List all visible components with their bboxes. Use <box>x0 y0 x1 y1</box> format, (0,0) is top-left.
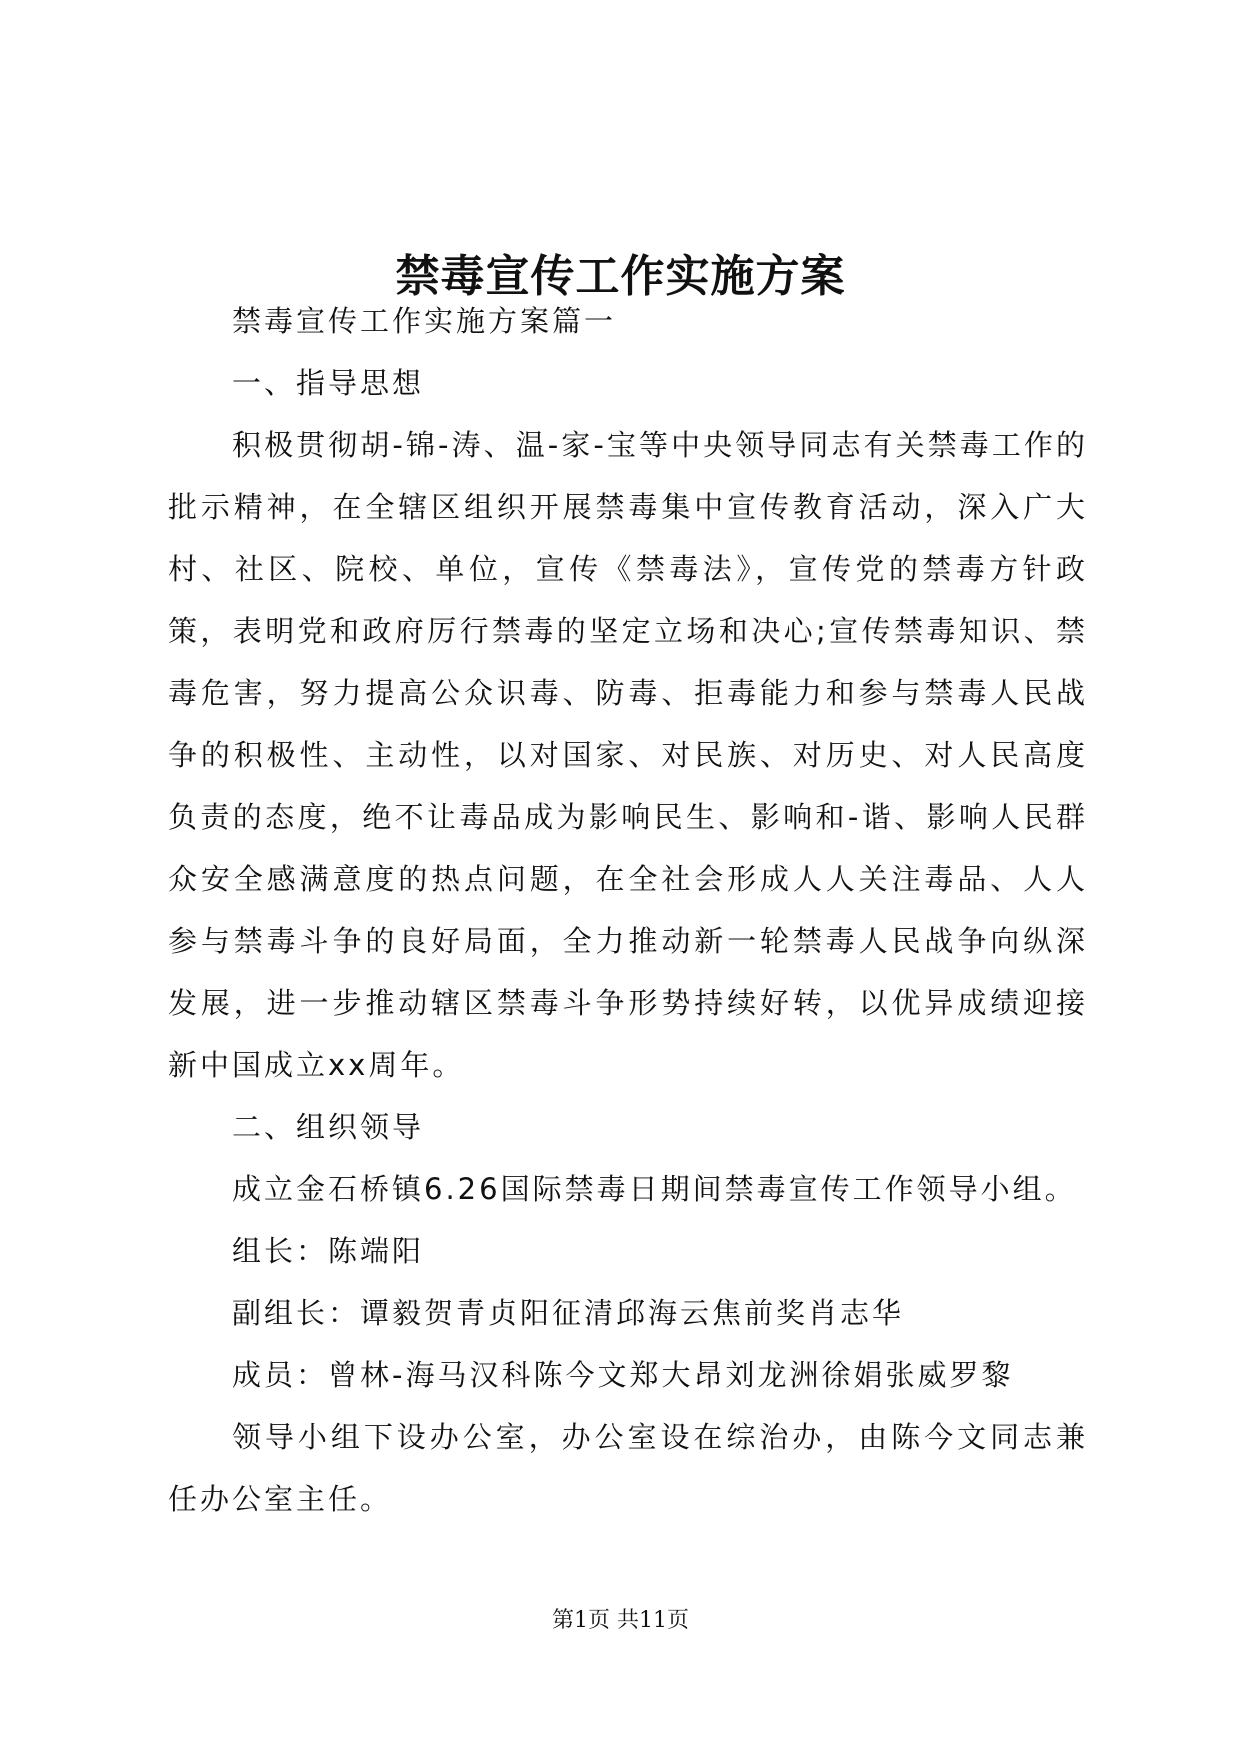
document-body <box>168 290 1088 1530</box>
paragraph-deputy-leaders: 副组长：谭毅贺青贞阳征清邱海云焦前奖肖志华 <box>232 1296 905 1330</box>
heading-guiding-ideology: 一、指导思想 <box>232 366 425 400</box>
document-title: 禁毒宣传工作实施方案 <box>395 251 846 303</box>
paragraph-group-leader: 组长：陈端阳 <box>232 1234 425 1268</box>
paragraph-guiding-ideology: 积极贯彻胡-锦-涛、温-家-宝等中央领导同志有关禁毒工作的批示精神，在全辖区组织开展禁毒集中宣传教育活动，深入广大村、社区、院校、单位，宣传《禁毒法》，宣传党的禁毒方针政策，表明党和政府厉行禁毒的坚定立场和决心;宣传禁毒知识、禁毒危害，努力提高公众识毒、防毒、拒毒能力和参与禁毒人民战争的积极性、主动性，以对国家、对民族、对历史、对人民高度负责的态度，绝不让毒品成为影响民生、影响和-谐、影响人民群众安全感满意度的热点问题，在全社会形成人人关注毒品、人人参与禁毒斗争的良好局面，全力推动新一轮禁毒人民战争向纵深发展，进一步推动辖区禁毒斗争形势持续好转，以优异成绩迎接新中国成立xx周年。 <box>168 428 1088 1082</box>
heading-organization-leadership: 二、组织领导 <box>232 1110 425 1144</box>
paragraph-office: 领导小组下设办公室，办公室设在综治办，由陈今文同志兼任办公室主任。 <box>168 1420 1088 1516</box>
page-footer: 第1页 共11页 <box>552 1608 689 1633</box>
paragraph-establish-group: 成立金石桥镇6.26国际禁毒日期间禁毒宣传工作领导小组。 <box>232 1172 1077 1206</box>
section-heading-part-one: 禁毒宣传工作实施方案篇一 <box>232 304 617 338</box>
paragraph-members: 成员：曾林-海马汉科陈今文郑大昂刘龙洲徐娟张威罗黎 <box>232 1358 1014 1392</box>
